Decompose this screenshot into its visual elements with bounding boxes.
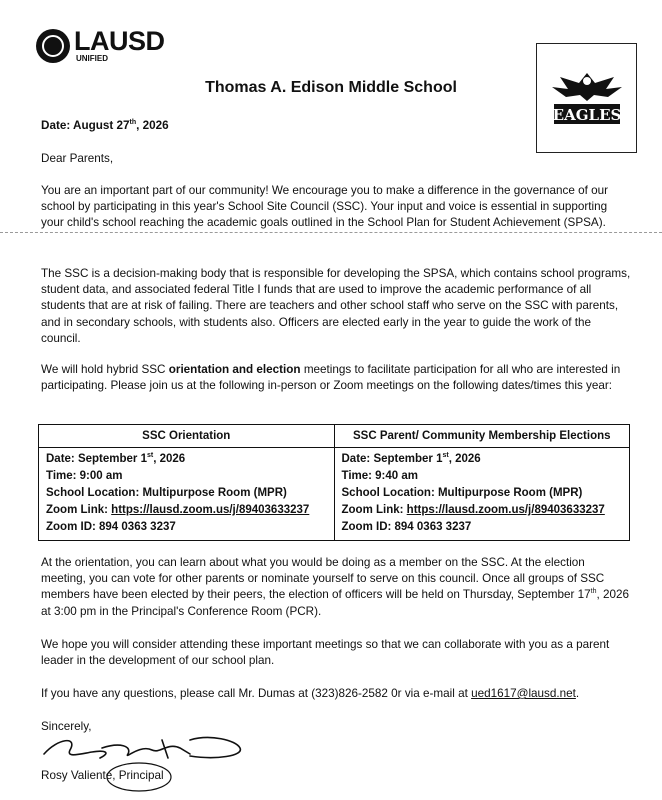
- logo-sub-text: UNIFIED: [76, 54, 108, 63]
- paragraph-intro: You are an important part of our community! We encourage you to make a difference in the governance of our school by participating in this year's School Site Council (SSC). Your input and voice is essential in supporting your child's school reaching the academic goals outlined in the School Plan for Student Achievement (SPSA).: [41, 184, 608, 230]
- zoom-link[interactable]: https://lausd.zoom.us/j/89403633237: [406, 504, 605, 516]
- logo-main-text: LAUSD: [74, 26, 165, 56]
- paragraph-meetings-intro: We will hold hybrid SSC orientation and election meetings to facilitate participation for all who are interested in participating. Please join us at the following in-person or Zoom meetings on the following dates/times this year:: [41, 363, 621, 393]
- meeting-title: SSC Orientation: [39, 425, 334, 448]
- meetings-table: [38, 424, 630, 541]
- eagles-mascot-logo: [536, 43, 637, 153]
- school-name: Thomas A. Edison Middle School: [205, 79, 457, 96]
- contact-email-link[interactable]: ued1617@lausd.net: [471, 687, 576, 700]
- paragraph-closing-hope: We hope you will consider attending these important meetings so that we can collaborate with you as a parent leader in the development of our school plan.: [41, 638, 610, 668]
- meeting-time: Time: 9:00 am: [46, 470, 123, 482]
- svg-text:EAGLES: EAGLES: [552, 106, 621, 124]
- signer-name: Rosy Valiente, Principal: [41, 769, 164, 782]
- signature-loop: [104, 760, 174, 794]
- meeting-location: School Location: Multipurpose Room (MPR): [341, 487, 583, 499]
- meeting-elections: [334, 425, 630, 540]
- meeting-date: Date: September 1st, 2026: [46, 452, 186, 465]
- meeting-date: Date: September 1st, 2026: [341, 452, 481, 465]
- closing: Sincerely,: [41, 720, 92, 733]
- paragraph-orientation-details: At the orientation, you can learn about what you would be doing as a member on the SSC. At the election meeting, you can vote for other parents or nominate yourself to serve on this council. Once all groups of SSC members have been elected by their peers, the election of officers will be held on Thursday, September 17th, 2026 at 3:00 pm in the Principal's Conference Room (PCR).: [41, 556, 629, 618]
- paragraph-ssc-description: The SSC is a decision-making body that is responsible for developing the SPSA, which contains school programs, student data, and associated federal Title I funds that are used to improve the academic performance of all students that are at risk of failing. There are teachers and other school staff who serve on the SSC with parents, and in secondary schools, with students also. Officers are elected early in the year to guide the work of the council.: [41, 267, 631, 345]
- district-seal-icon: [36, 29, 70, 63]
- meeting-zoom-id: Zoom ID: 894 0363 3237: [341, 521, 472, 533]
- letter-date: Date: August 27th, 2026: [41, 119, 169, 132]
- meeting-zoom-id: Zoom ID: 894 0363 3237: [46, 521, 176, 533]
- meeting-orientation: [39, 425, 334, 540]
- meeting-zoom-link: Zoom Link: https://lausd.zoom.us/j/89403633237: [341, 504, 605, 516]
- meeting-zoom-link: Zoom Link: https://lausd.zoom.us/j/89403633237: [46, 504, 310, 516]
- lausd-logo: [36, 28, 165, 63]
- zoom-link[interactable]: https://lausd.zoom.us/j/89403633237: [111, 504, 310, 516]
- scan-divider-line: [0, 232, 662, 233]
- salutation: Dear Parents,: [41, 152, 114, 165]
- meeting-location: School Location: Multipurpose Room (MPR): [46, 487, 287, 499]
- paragraph-contact: If you have any questions, please call Mr. Dumas at (323)826-2582 0r via e-mail at ued1617@lausd.net.: [41, 687, 580, 700]
- meeting-time: Time: 9:40 am: [341, 470, 418, 482]
- meeting-title: SSC Parent/ Community Membership Elections: [335, 425, 630, 448]
